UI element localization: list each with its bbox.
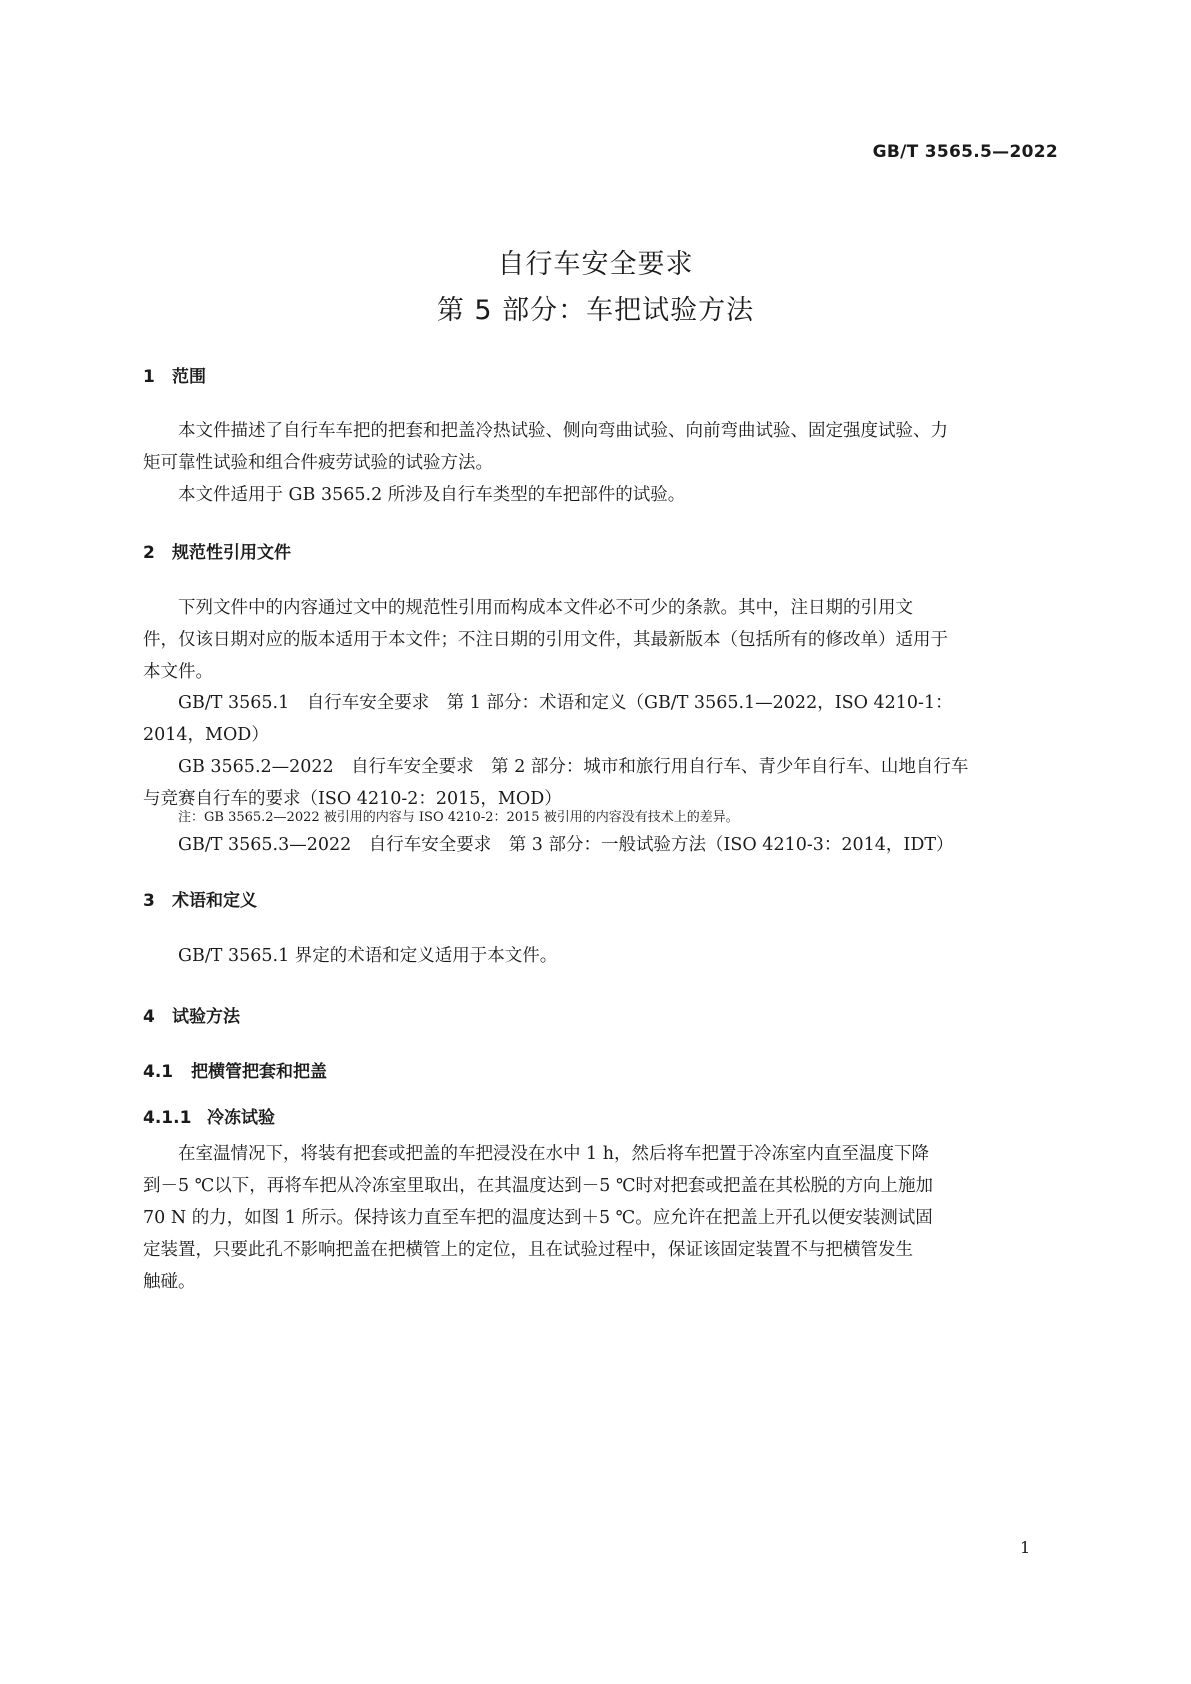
reference-item-3: GB/T 3565.3—2022 自行车安全要求 第 3 部分：一般试验方法（ISO 4210-3：2014，IDT） xyxy=(178,835,954,855)
section-number: 2 xyxy=(143,543,155,563)
reference-note: 注：GB 3565.2—2022 被引用的内容与 ISO 4210-2：2015 被引用的内容没有技术上的差异。 xyxy=(178,810,739,825)
document-title: 自行车安全要求 xyxy=(497,249,694,280)
text-line: 定装置，只要此孔不影响把盖在把横管上的定位，且在试验过程中，保证该固定装置不与把横管发生 xyxy=(143,1240,913,1260)
text-line: 70 N 的力，如图 1 所示。保持该力直至车把的温度达到＋5 ℃。应允许在把盖上开孔以便安装测试固 xyxy=(143,1208,933,1228)
reference-item-1 xyxy=(143,687,1060,751)
section-title: 术语和定义 xyxy=(172,891,257,911)
text-line: 本文件。 xyxy=(143,662,213,682)
section-number: 4.1 xyxy=(143,1062,174,1082)
section-title: 冷冻试验 xyxy=(207,1108,275,1128)
text-line: 下列文件中的内容通过文中的规范性引用而构成本文件必不可少的条款。其中，注日期的引用文 xyxy=(178,598,913,618)
scope-paragraph-2: 本文件适用于 GB 3565.2 所涉及自行车类型的车把部件的试验。 xyxy=(178,485,686,505)
text-line: 2014，MOD） xyxy=(143,725,269,745)
section-number: 3 xyxy=(143,891,155,911)
standard-code: GB/T 3565.5—2022 xyxy=(872,142,1058,162)
page-number: 1 xyxy=(1020,1538,1031,1557)
section-number: 4.1.1 xyxy=(143,1108,192,1128)
section-4-1-heading xyxy=(143,1057,327,1082)
text-line: 矩可靠性试验和组合件疲劳试验的试验方法。 xyxy=(143,453,493,473)
section-2-heading xyxy=(143,538,291,563)
section-title: 规范性引用文件 xyxy=(172,543,291,563)
text-line: 到－5 ℃以下，再将车把从冷冻室里取出，在其温度达到－5 ℃时对把套或把盖在其松脱的方向上施加 xyxy=(143,1176,934,1196)
text-line: 在室温情况下，将装有把套或把盖的车把浸没在水中 1 h，然后将车把置于冷冻室内直至温度下降 xyxy=(178,1144,930,1164)
section-4-heading xyxy=(143,1002,240,1027)
section-3-heading xyxy=(143,886,257,911)
text-line: 件，仅该日期对应的版本适用于本文件；不注日期的引用文件，其最新版本（包括所有的修改单）适用于 xyxy=(143,630,948,650)
text-line: 本文件描述了自行车车把的把套和把盖冷热试验、侧向弯曲试验、向前弯曲试验、固定强度试验、力 xyxy=(178,421,948,441)
normative-references-paragraph xyxy=(143,592,1060,688)
section-1-heading xyxy=(143,362,206,387)
text-line: GB 3565.2—2022 自行车安全要求 第 2 部分：城市和旅行用自行车、青少年自行车、山地自行车 xyxy=(178,757,969,777)
scope-paragraph-1 xyxy=(143,415,1060,479)
section-title: 范围 xyxy=(172,367,206,387)
freezing-test-paragraph xyxy=(143,1138,1060,1298)
section-number: 1 xyxy=(143,367,155,387)
document-subtitle: 第 5 部分：车把试验方法 xyxy=(436,295,755,326)
section-title: 把横管把套和把盖 xyxy=(191,1062,327,1082)
text-line: 与竞赛自行车的要求（ISO 4210-2：2015，MOD） xyxy=(143,789,562,809)
section-title: 试验方法 xyxy=(172,1007,240,1027)
terms-paragraph: GB/T 3565.1 界定的术语和定义适用于本文件。 xyxy=(178,946,558,966)
section-number: 4 xyxy=(143,1007,155,1027)
text-line: GB/T 3565.1 自行车安全要求 第 1 部分：术语和定义（GB/T 3565.1—2022，ISO 4210-1： xyxy=(178,693,953,713)
section-4-1-1-heading xyxy=(143,1103,275,1128)
text-line: 触碰。 xyxy=(143,1272,196,1292)
